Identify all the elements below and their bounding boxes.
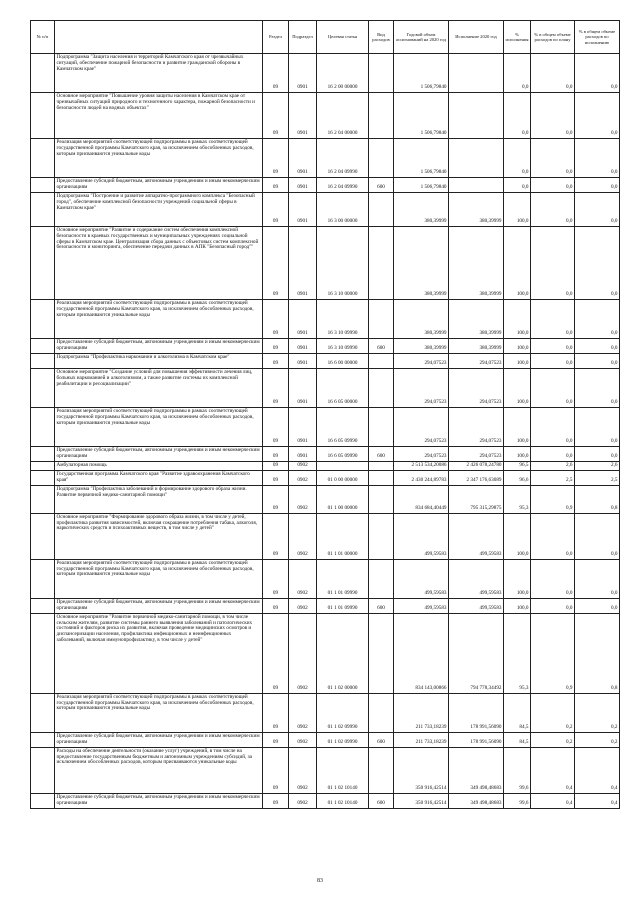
row-vr: 600 [369, 339, 394, 354]
table-row [31, 227, 620, 300]
table-row [31, 54, 620, 93]
table-row [31, 139, 620, 178]
row-vr [369, 462, 394, 471]
row-num [31, 793, 55, 808]
row-vr [369, 54, 394, 93]
header-plan: Годовой объем ассигнований на 2020 год [394, 21, 449, 54]
row-pct: 0,0 [504, 139, 531, 178]
row-plan: 211 733,18239 [394, 732, 449, 747]
row-section: 09 [263, 447, 289, 462]
row-exec: 380,39999 [449, 193, 504, 227]
row-name: Предоставление субсидий бюджетным, автономным учреждениям и иным некоммерческим организациям [55, 339, 263, 354]
row-exec: 349 498,48683 [449, 747, 504, 793]
row-plan: 1 506,79840 [394, 93, 449, 139]
row-exec: 499,59583 [449, 559, 504, 598]
table-row [31, 693, 620, 732]
row-num [31, 462, 55, 471]
row-pct: 84,5 [504, 732, 531, 747]
row-name: Расходы на обеспечение деятельности (оказание услуг) учреждений, в том числе на предоставление государственным бюджетным и автономным учреждениям субсидий, за исключением обособленных расходов, которым присваиваются уникальные коды [55, 747, 263, 793]
header-subsection: Подраздел [289, 21, 317, 54]
row-share-plan: 0,0 [531, 408, 575, 447]
row-vr: 600 [369, 447, 394, 462]
row-num [31, 613, 55, 693]
row-pct: 0,0 [504, 93, 531, 139]
row-share-exec: 0,0 [575, 93, 620, 139]
row-plan: 380,39999 [394, 227, 449, 300]
row-exec: 380,39999 [449, 300, 504, 339]
row-target: 01 1 00 00000 [317, 485, 369, 513]
row-share-plan: 0,0 [531, 54, 575, 93]
row-section: 09 [263, 178, 289, 193]
row-vr [369, 747, 394, 793]
row-name: Подпрограмма "Защита населения и территорий Камчатского края от чрезвычайных ситуаций, обеспечение пожарной безопасности и развитие гражданской обороны в Камчатском крае" [55, 54, 263, 93]
row-pct: 0,0 [504, 54, 531, 93]
row-share-exec: 0,0 [575, 369, 620, 408]
row-share-plan: 0,0 [531, 559, 575, 598]
row-section: 09 [263, 227, 289, 300]
row-share-exec: 0,4 [575, 793, 620, 808]
row-subsection: 0901 [289, 93, 317, 139]
row-subsection: 0902 [289, 513, 317, 559]
row-plan: 2 430 244,89783 [394, 470, 449, 485]
row-share-plan: 0,0 [531, 139, 575, 178]
row-share-exec: 0,0 [575, 408, 620, 447]
row-name: Основное мероприятие "Создание условий для повышения эффективности лечения лиц, больных наркоманией и алкоголизмом, а также развитие системы их комплексной реабилитации и ресоциализации" [55, 369, 263, 408]
row-num [31, 559, 55, 598]
header-num: № п/п [31, 21, 55, 54]
row-pct: 0,0 [504, 178, 531, 193]
row-section: 09 [263, 513, 289, 559]
row-name: Подпрограмма "Профилактика наркомании и алкоголизма в Камчатском крае" [55, 354, 263, 369]
row-section: 09 [263, 408, 289, 447]
row-subsection: 0901 [289, 227, 317, 300]
row-share-plan: 2,5 [531, 470, 575, 485]
row-name: Предоставление субсидий бюджетным, автономным учреждениям и иным некоммерческим организациям [55, 732, 263, 747]
row-plan: 350 916,42514 [394, 747, 449, 793]
row-exec: 2 347 176,63089 [449, 470, 504, 485]
row-pct: 100,0 [504, 447, 531, 462]
table-row [31, 559, 620, 598]
row-target [317, 462, 369, 471]
row-target: 16 2 04 09990 [317, 178, 369, 193]
row-plan: 499,59583 [394, 513, 449, 559]
row-plan: 294,07523 [394, 408, 449, 447]
row-pct: 100,0 [504, 193, 531, 227]
row-num [31, 513, 55, 559]
table-row [31, 513, 620, 559]
table-row [31, 408, 620, 447]
row-plan: 294,07523 [394, 354, 449, 369]
row-plan: 1 506,79840 [394, 178, 449, 193]
table-row [31, 732, 620, 747]
row-name: Реализация мероприятий соответствующей подпрограммы в рамках соответствующей государственной программы Камчатского края, за исключением обособленных расходов, которым присваиваются уникальные коды [55, 693, 263, 732]
row-exec [449, 139, 504, 178]
table-row [31, 613, 620, 693]
row-vr [369, 513, 394, 559]
table-row [31, 193, 620, 227]
row-share-plan: 0,4 [531, 747, 575, 793]
row-name: Основное мероприятие "Развитие первичной медико-санитарной помощи, в том числе сельским жителям, развитие системы раннего выявления заболеваний и патологических состояний и факторов риска их развития, включая проведение медицинских осмотров и диспансеризации населения, профилактика инфекционных и неинфекционных заболеваний, включая иммунопрофилактику, в том числе у детей" [55, 613, 263, 693]
row-name: Подпрограмма "Профилактика заболеваний и формирование здорового образа жизни. Развитие первичной медико-санитарной помощи" [55, 485, 263, 513]
row-vr [369, 470, 394, 485]
row-subsection: 0901 [289, 339, 317, 354]
row-pct: 96,6 [504, 470, 531, 485]
row-exec: 499,59583 [449, 598, 504, 613]
table-row [31, 485, 620, 513]
row-pct: 84,5 [504, 693, 531, 732]
row-exec: 178 991,56090 [449, 693, 504, 732]
row-vr [369, 613, 394, 693]
row-subsection: 0902 [289, 485, 317, 513]
row-share-exec: 0,0 [575, 447, 620, 462]
row-target: 16 2 04 09990 [317, 139, 369, 178]
row-share-plan: 0,0 [531, 447, 575, 462]
row-section: 09 [263, 693, 289, 732]
row-share-plan: 0,0 [531, 178, 575, 193]
row-section: 09 [263, 559, 289, 598]
row-plan: 499,59583 [394, 598, 449, 613]
row-name: Реализация мероприятий соответствующей подпрограммы в рамках соответствующей государственной программы Камчатского края, за исключением обособленных расходов, которым присваиваются уникальные коды [55, 408, 263, 447]
row-num [31, 485, 55, 513]
row-share-plan: 0,0 [531, 513, 575, 559]
row-section: 09 [263, 339, 289, 354]
header-vr: Вид расходов [369, 21, 394, 54]
row-plan: 294,07523 [394, 369, 449, 408]
row-pct: 95,3 [504, 613, 531, 693]
row-subsection: 0902 [289, 693, 317, 732]
row-share-exec: 0,0 [575, 54, 620, 93]
row-target: 16 6 05 09990 [317, 408, 369, 447]
row-pct: 100,0 [504, 354, 531, 369]
row-num [31, 193, 55, 227]
row-name: Подпрограмма "Построение и развитие аппаратно-программного комплекса "Безопасный город", обеспечение комплексной безопасности учреждений социальной сферы в Камчатском крае" [55, 193, 263, 227]
row-num [31, 54, 55, 93]
row-vr [369, 559, 394, 598]
row-share-exec: 0,2 [575, 732, 620, 747]
table-row [31, 354, 620, 369]
row-section: 09 [263, 462, 289, 471]
row-share-exec: 2,6 [575, 462, 620, 471]
row-target: 01 1 02 09990 [317, 732, 369, 747]
header-pct: % исполнения [504, 21, 531, 54]
row-num [31, 408, 55, 447]
row-share-exec: 0,8 [575, 613, 620, 693]
table-row [31, 470, 620, 485]
row-section: 09 [263, 193, 289, 227]
table-row [31, 462, 620, 471]
row-target: 01 1 02 09990 [317, 693, 369, 732]
row-subsection: 0901 [289, 178, 317, 193]
row-exec: 2 426 078,24780 [449, 462, 504, 471]
table-row [31, 447, 620, 462]
row-subsection: 0902 [289, 613, 317, 693]
row-share-exec: 0,0 [575, 300, 620, 339]
row-share-exec: 0,0 [575, 354, 620, 369]
row-target: 16 3 10 09990 [317, 339, 369, 354]
page-number: 83 [317, 878, 323, 884]
row-subsection: 0901 [289, 369, 317, 408]
row-target: 01 1 01 00000 [317, 513, 369, 559]
row-subsection: 0902 [289, 598, 317, 613]
row-target: 16 6 00 00000 [317, 354, 369, 369]
row-pct: 100,0 [504, 227, 531, 300]
row-target: 01 0 00 00000 [317, 470, 369, 485]
row-pct: 100,0 [504, 408, 531, 447]
row-exec: 380,39999 [449, 227, 504, 300]
row-exec: 294,07523 [449, 408, 504, 447]
row-target: 16 3 10 09990 [317, 300, 369, 339]
table-row [31, 747, 620, 793]
row-section: 09 [263, 354, 289, 369]
row-vr [369, 139, 394, 178]
row-target: 16 2 00 00000 [317, 54, 369, 93]
header-exec: Исполнение 2020 год [449, 21, 504, 54]
row-share-plan: 0,0 [531, 369, 575, 408]
header-share-exec: % в общем объеме расходов по исполнению [575, 21, 620, 54]
row-num [31, 747, 55, 793]
row-target: 01 1 02 10140 [317, 747, 369, 793]
table-row [31, 178, 620, 193]
row-target: 16 2 04 00000 [317, 93, 369, 139]
row-target: 16 3 00 00000 [317, 193, 369, 227]
row-num [31, 227, 55, 300]
row-section: 09 [263, 300, 289, 339]
table-row [31, 793, 620, 808]
row-subsection: 0901 [289, 447, 317, 462]
row-subsection: 0901 [289, 54, 317, 93]
row-plan: 380,39999 [394, 300, 449, 339]
row-share-plan: 0,0 [531, 300, 575, 339]
row-plan: 211 733,18239 [394, 693, 449, 732]
row-name: Реализация мероприятий соответствующей подпрограммы в рамках соответствующей государственной программы Камчатского края, за исключением обособленных расходов, которым присваиваются уникальные коды [55, 300, 263, 339]
row-share-exec: 0,0 [575, 559, 620, 598]
row-name: Реализация мероприятий соответствующей подпрограммы в рамках соответствующей государственной программы Камчатского края, за исключением обособленных расходов, которым присваиваются уникальные коды [55, 559, 263, 598]
row-name: Государственная программа Камчатского края "Развитие здравоохранения Камчатского края" [55, 470, 263, 485]
row-share-exec: 0,0 [575, 227, 620, 300]
row-section: 09 [263, 732, 289, 747]
row-num [31, 693, 55, 732]
row-exec: 178 991,56090 [449, 732, 504, 747]
row-share-exec: 0,0 [575, 139, 620, 178]
header-section: Раздел [263, 21, 289, 54]
row-section: 09 [263, 93, 289, 139]
row-share-plan: 2,6 [531, 462, 575, 471]
table-header-row [31, 21, 620, 54]
row-exec: 294,07523 [449, 447, 504, 462]
row-subsection: 0902 [289, 793, 317, 808]
row-num [31, 300, 55, 339]
row-vr: 600 [369, 178, 394, 193]
table-row [31, 93, 620, 139]
row-target: 16 6 05 09990 [317, 447, 369, 462]
row-subsection: 0901 [289, 300, 317, 339]
row-vr [369, 369, 394, 408]
row-share-exec: 0,4 [575, 747, 620, 793]
row-pct: 95,3 [504, 485, 531, 513]
row-plan: 294,07523 [394, 447, 449, 462]
table-row [31, 300, 620, 339]
row-pct: 100,0 [504, 339, 531, 354]
row-name: Амбулаторная помощь [55, 462, 263, 471]
row-section: 09 [263, 598, 289, 613]
row-target: 01 1 02 10140 [317, 793, 369, 808]
row-vr: 600 [369, 598, 394, 613]
row-num [31, 178, 55, 193]
row-vr [369, 227, 394, 300]
row-vr [369, 300, 394, 339]
row-pct: 96,5 [504, 462, 531, 471]
row-name: Основное мероприятие "Развитие и содержание систем обеспечения комплексной безопасности в краевых государственных и муниципальных учреждениях социальной сферы в Камчатском крае. Централизация сбора данных с объектовых систем комплексной безопасности и мониторинга, обеспечение передачи данных в АПК "Безопасный город"" [55, 227, 263, 300]
row-share-plan: 0,0 [531, 339, 575, 354]
row-vr [369, 408, 394, 447]
row-pct: 100,0 [504, 369, 531, 408]
row-share-exec: 0,2 [575, 693, 620, 732]
row-exec: 294,07523 [449, 369, 504, 408]
row-share-exec: 0,0 [575, 178, 620, 193]
row-subsection: 0901 [289, 354, 317, 369]
row-target: 01 1 01 09990 [317, 559, 369, 598]
row-subsection: 0901 [289, 408, 317, 447]
header-share-plan: % в общем объеме расходов по плану [531, 21, 575, 54]
table-row [31, 339, 620, 354]
row-share-exec: 0,0 [575, 339, 620, 354]
row-vr [369, 693, 394, 732]
row-exec: 499,59583 [449, 513, 504, 559]
row-share-exec: 0,0 [575, 598, 620, 613]
header-name [55, 21, 263, 54]
row-section: 09 [263, 793, 289, 808]
row-plan: 380,39999 [394, 193, 449, 227]
table-row [31, 598, 620, 613]
row-vr: 600 [369, 793, 394, 808]
row-subsection: 0902 [289, 747, 317, 793]
row-subsection: 0901 [289, 139, 317, 178]
row-section: 09 [263, 613, 289, 693]
budget-document [30, 20, 619, 809]
row-num [31, 732, 55, 747]
row-subsection: 0902 [289, 462, 317, 471]
row-plan: 350 916,42514 [394, 793, 449, 808]
table-row [31, 369, 620, 408]
row-plan: 834 684,40449 [394, 485, 449, 513]
row-share-plan: 0,0 [531, 93, 575, 139]
row-name: Реализация мероприятий соответствующей подпрограммы в рамках соответствующей государственной программы Камчатского края, за исключением обособленных расходов, которым присваиваются уникальные коды [55, 139, 263, 178]
row-plan: 2 513 534,20086 [394, 462, 449, 471]
row-num [31, 598, 55, 613]
row-name: Основное мероприятие "Формирование здорового образа жизни, в том числе у детей, профилактика развития зависимостей, включая сокращение потребления табака, алкоголя, наркотических средств и психоактивных веществ, в том числе у детей" [55, 513, 263, 559]
row-name: Предоставление субсидий бюджетным, автономным учреждениям и иным некоммерческим организациям [55, 598, 263, 613]
row-plan: 1 506,79840 [394, 54, 449, 93]
row-subsection: 0902 [289, 559, 317, 598]
row-section: 09 [263, 369, 289, 408]
row-target: 01 1 02 00000 [317, 613, 369, 693]
row-exec: 349 498,48683 [449, 793, 504, 808]
row-pct: 99,6 [504, 747, 531, 793]
header-target: Целевая статья [317, 21, 369, 54]
row-name: Предоставление субсидий бюджетным, автономным учреждениям и иным некоммерческим организациям [55, 178, 263, 193]
row-share-exec: 0,0 [575, 513, 620, 559]
row-share-plan: 0,0 [531, 193, 575, 227]
row-plan: 499,59583 [394, 559, 449, 598]
row-pct: 100,0 [504, 559, 531, 598]
row-share-plan: 0,9 [531, 613, 575, 693]
row-vr [369, 193, 394, 227]
row-share-exec: 0,8 [575, 485, 620, 513]
row-section: 09 [263, 54, 289, 93]
row-pct: 100,0 [504, 598, 531, 613]
row-exec [449, 93, 504, 139]
row-name: Основное мероприятие "Повышение уровня защиты населения в Камчатском крае от чрезвычайных ситуаций природного и техногенного характера, пожарной безопасности и безопасности людей на водных объектах" [55, 93, 263, 139]
row-num [31, 93, 55, 139]
row-section: 09 [263, 747, 289, 793]
row-plan: 834 143,00866 [394, 613, 449, 693]
row-pct: 99,6 [504, 793, 531, 808]
row-pct: 100,0 [504, 513, 531, 559]
row-share-plan: 0,0 [531, 227, 575, 300]
row-num [31, 369, 55, 408]
row-subsection: 0902 [289, 470, 317, 485]
row-share-plan: 0,9 [531, 485, 575, 513]
row-section: 09 [263, 139, 289, 178]
row-num [31, 339, 55, 354]
row-share-plan: 0,0 [531, 354, 575, 369]
budget-table [30, 20, 620, 809]
row-exec [449, 178, 504, 193]
row-target: 01 1 01 09990 [317, 598, 369, 613]
row-share-plan: 0,2 [531, 693, 575, 732]
row-target: 16 3 10 00000 [317, 227, 369, 300]
row-plan: 1 506,79840 [394, 139, 449, 178]
row-subsection: 0902 [289, 732, 317, 747]
row-share-exec: 2,5 [575, 470, 620, 485]
row-section: 09 [263, 485, 289, 513]
row-target: 16 6 05 00000 [317, 369, 369, 408]
row-num [31, 447, 55, 462]
table-body [31, 54, 620, 809]
row-section: 09 [263, 470, 289, 485]
row-subsection: 0901 [289, 193, 317, 227]
row-name: Предоставление субсидий бюджетным, автономным учреждениям и иным некоммерческим организациям [55, 793, 263, 808]
row-vr [369, 354, 394, 369]
row-num [31, 354, 55, 369]
row-num [31, 139, 55, 178]
row-vr [369, 93, 394, 139]
row-share-exec: 0,0 [575, 193, 620, 227]
row-plan: 380,39999 [394, 339, 449, 354]
row-name: Предоставление субсидий бюджетным, автономным учреждениям и иным некоммерческим организациям [55, 447, 263, 462]
row-vr: 600 [369, 732, 394, 747]
row-vr [369, 485, 394, 513]
row-exec: 294,07523 [449, 354, 504, 369]
row-exec: 794 778,34492 [449, 613, 504, 693]
row-exec [449, 54, 504, 93]
row-share-plan: 0,0 [531, 598, 575, 613]
row-num [31, 470, 55, 485]
row-exec: 380,39999 [449, 339, 504, 354]
row-share-plan: 0,2 [531, 732, 575, 747]
row-share-plan: 0,4 [531, 793, 575, 808]
row-pct: 100,0 [504, 300, 531, 339]
row-exec: 795 315,29875 [449, 485, 504, 513]
